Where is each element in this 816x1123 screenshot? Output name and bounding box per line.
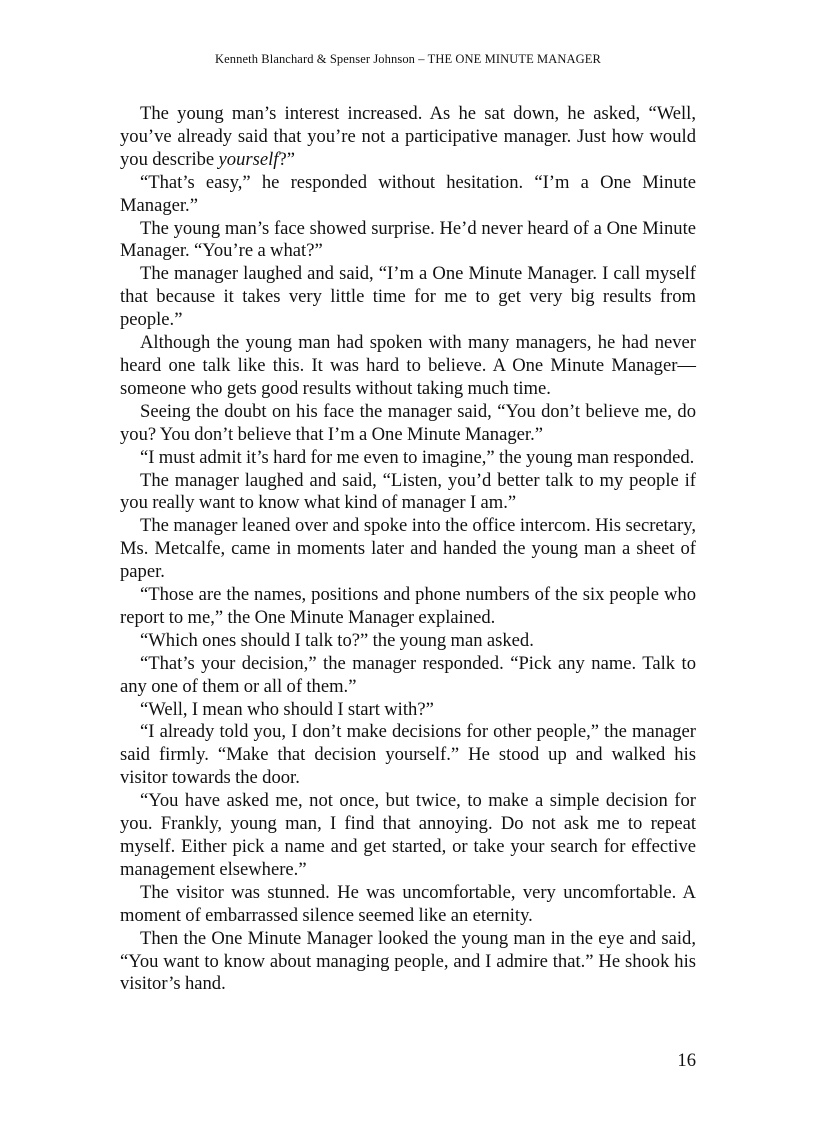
paragraph-13: “Well, I mean who should I start with?” [140,698,434,720]
paragraph-10: “Those are the names, positions and phone numbers of the six people who report to me,” the One Minute Manager explained. [120,584,696,628]
paragraph-12: “That’s your decision,” the manager responded. “Pick any name. Talk to any one of them or all of them.” [120,652,696,697]
paragraph-3: The young man’s face showed surprise. He’d never heard of a One Minute Manager. “You’re a what?” [120,217,696,262]
page-number: 16 [677,1050,696,1071]
paragraph-1 [120,103,696,172]
paragraph-2: “That’s easy,” he responded without hesitation. “I’m a One Minute Manager.” [120,171,696,216]
paragraph-8: The manager laughed and said, “Listen, you’d better talk to my people if you really want to know what kind of manager I am.” [120,469,696,514]
paragraph-17: Then the One Minute Manager looked the young man in the eye and said, “You want to know about managing people, and I admire that.” He shook his visitor’s hand. [120,927,696,995]
body-text [120,103,696,996]
paragraph-1-emphasis: yourself [218,148,279,170]
paragraph-14: “I already told you, I don’t make decisions for other people,” the manager said firmly. “Make that decision yourself.” He stood up and walked his visitor towards the door. [120,721,696,789]
paragraph-6: Seeing the doubt on his face the manager said, “You don’t believe me, do you? You don’t believe that I’m a One Minute Manager.” [120,400,696,445]
running-header: Kenneth Blanchard & Spenser Johnson – THE ONE MINUTE MANAGER [215,52,601,66]
paragraph-7: “I must admit it’s hard for me even to imagine,” the young man responded. [140,446,695,468]
paragraph-11: “Which ones should I talk to?” the young man asked. [140,629,534,651]
paragraph-16: The visitor was stunned. He was uncomfortable, very uncomfortable. A moment of embarrassed silence seemed like an eternity. [120,881,696,926]
paragraph-1-text: The young man’s interest increased. As he sat down, he asked, “Well, you’ve already said that you’re not a participative manager. Just how would you describe [120,103,696,170]
paragraph-1-end: ?” [278,148,295,170]
paragraph-15: “You have asked me, not once, but twice, to make a simple decision for you. Frankly, young man, I find that annoying. Do not ask me to repeat myself. Either pick a name and get started, or take your search for effective management elsewhere.” [120,790,696,880]
paragraph-5: Although the young man had spoken with many managers, he had never heard one talk like this. It was hard to believe. A One Minute Manager—someone who gets good results without taking much time. [120,332,696,399]
paragraph-9: The manager leaned over and spoke into the office intercom. His secretary, Ms. Metcalfe, came in moments later and handed the young man a sheet of paper. [120,515,696,583]
paragraph-4: The manager laughed and said, “I’m a One Minute Manager. I call myself that because it takes very little time for me to get very big results from people.” [120,263,696,331]
